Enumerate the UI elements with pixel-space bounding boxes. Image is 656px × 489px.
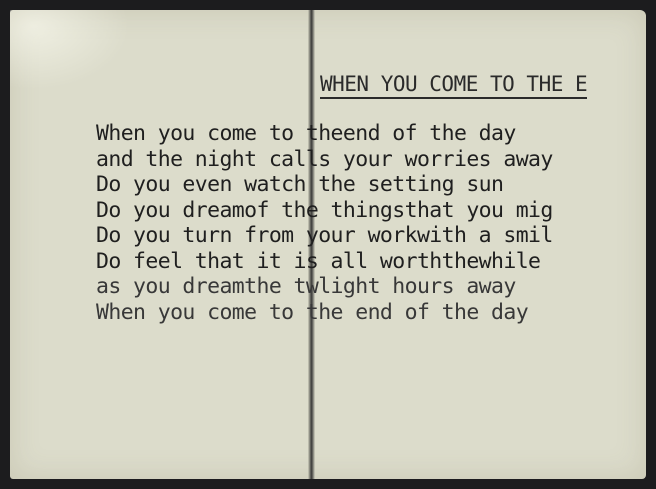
poem-line: as you dreamthe twlight hours away (96, 274, 516, 299)
poem-line: Do you dreamof the thingsthat you mig (96, 197, 553, 223)
paper-sheet (10, 10, 646, 479)
poem-line: Do you even watch the setting sun (96, 172, 504, 197)
poem-line: When you come to theend of the day (96, 121, 516, 146)
poem-body (96, 121, 553, 325)
poem-line: Do you turn from your workwith a smil (96, 223, 553, 248)
poem-title: WHEN YOU COME TO THE E (320, 72, 587, 99)
poem-line: When you come to the end of the day (96, 299, 529, 325)
poem-line: Do feel that it is all worththewhile (96, 248, 541, 274)
poem-line: and the night calls your worries away (96, 146, 553, 172)
paper-stain (10, 10, 130, 90)
